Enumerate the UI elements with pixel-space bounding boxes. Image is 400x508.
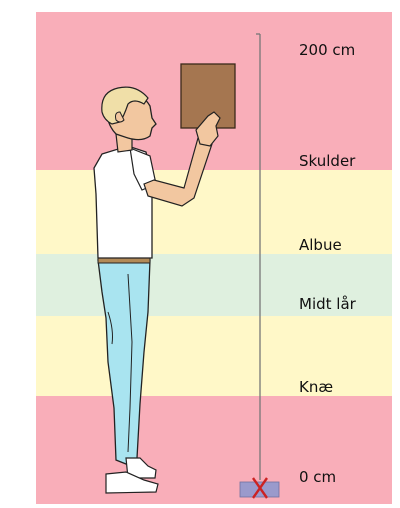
label-knee: Knæ (299, 378, 334, 396)
label-shoulder: Skulder (299, 152, 356, 170)
figure-illustration (36, 12, 392, 504)
label-elbow: Albue (299, 236, 342, 254)
label-200-cm: 200 cm (299, 41, 356, 59)
label-0-cm: 0 cm (299, 468, 337, 486)
trousers (98, 260, 150, 464)
height-zones-diagram (36, 12, 392, 504)
label-mid-thigh: Midt lår (299, 295, 356, 313)
